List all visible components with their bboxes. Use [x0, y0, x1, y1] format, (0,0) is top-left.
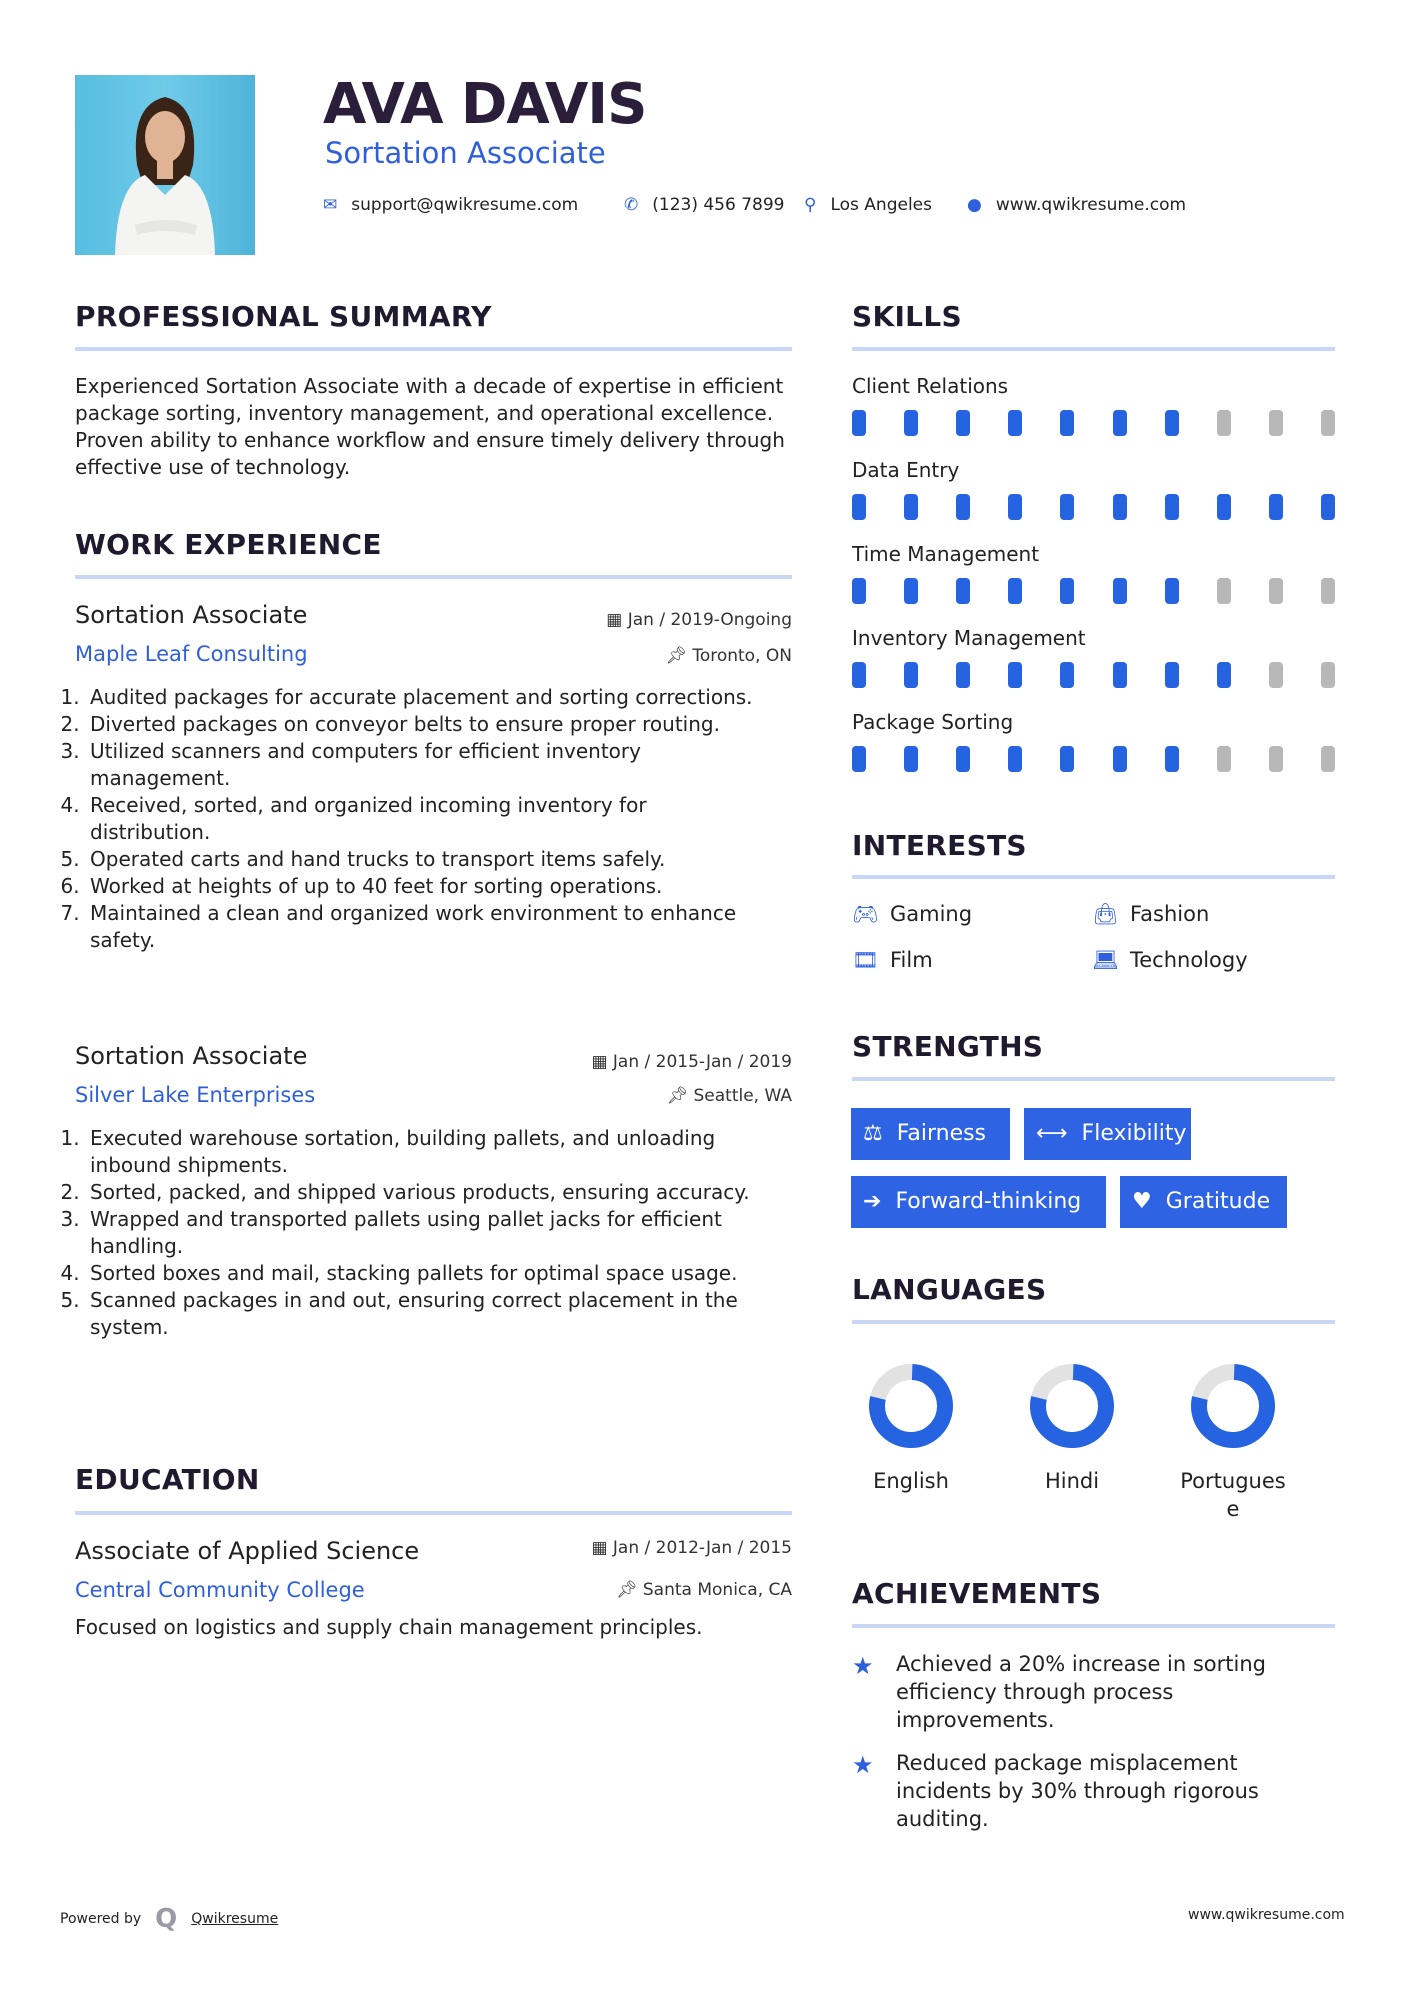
skill-name: Package Sorting [852, 710, 1014, 734]
skill-item [852, 710, 1335, 772]
job-duties [68, 684, 768, 954]
rating-bar-empty [1269, 746, 1283, 772]
calendar-icon: ▦ [606, 610, 628, 630]
achievement-text: Reduced package misplacement incidents by 30% through rigorous auditing. [896, 1751, 1259, 1831]
rating-bar-empty [1217, 578, 1231, 604]
interest-label: Fashion [1130, 902, 1210, 926]
skill-rating [852, 662, 1335, 688]
interest-fashion [1092, 902, 1209, 927]
location-text: Santa Monica, CA [642, 1580, 792, 1600]
calendar-icon: ▦ [591, 1538, 613, 1558]
degree: Associate of Applied Science [75, 1537, 420, 1565]
globe-icon: ● [967, 195, 982, 215]
rating-bar-empty [1321, 662, 1335, 688]
skills-heading: SKILLS [852, 300, 962, 333]
rating-bar-filled [1165, 662, 1179, 688]
rating-bar-filled [904, 578, 918, 604]
divider [75, 575, 792, 579]
skill-item [852, 374, 1335, 436]
skill-name: Time Management [852, 542, 1040, 566]
shopping-bag-icon: 👜︎ [1092, 902, 1119, 926]
rating-bar-filled [956, 662, 970, 688]
strength-label: Gratitude [1165, 1189, 1271, 1214]
rating-bar-filled [904, 662, 918, 688]
contact-phone[interactable] [624, 195, 784, 215]
rating-bar-filled [1217, 494, 1231, 520]
candidate-name: AVA DAVIS [323, 72, 647, 137]
powered-by-text: Powered by [60, 1911, 142, 1927]
contact-website[interactable] [967, 195, 1186, 215]
rating-bar-filled [1113, 494, 1127, 520]
rating-bar-empty [1217, 410, 1231, 436]
location-text: Seattle, WA [693, 1086, 792, 1106]
qwikresume-logo-icon: Q [155, 1904, 178, 1934]
interest-label: Film [890, 948, 933, 972]
job-location [532, 646, 792, 666]
strength-label: Flexibility [1081, 1121, 1187, 1146]
star-icon: ★ [852, 1652, 874, 1680]
strength-label: Forward-thinking [895, 1189, 1082, 1214]
rating-bar-filled [956, 410, 970, 436]
rating-bar-filled [1113, 662, 1127, 688]
summary-text: Experienced Sortation Associate with a decade of expertise in efficient package sorting, inventory management, and operational excellence. Proven ability to enhance workflow and ensure timely delivery through effective use of technology. [75, 374, 785, 479]
location-text: Los Angeles [830, 195, 932, 215]
email-text: support@qwikresume.com [351, 195, 579, 215]
rating-bar-filled [956, 494, 970, 520]
pin-icon: 📌︎ [665, 646, 693, 666]
achievement-item [852, 1650, 1335, 1734]
gamepad-icon: 🎮︎ [852, 902, 879, 926]
achievements-heading: ACHIEVEMENTS [852, 1577, 1102, 1610]
list-item: 1. Audited packages for accurate placement and sorting corrections. [86, 684, 768, 711]
interests-heading: INTERESTS [852, 829, 1027, 862]
dates-text: Jan / 2019-Ongoing [627, 610, 792, 630]
language-item [1027, 1361, 1117, 1451]
skill-rating [852, 746, 1335, 772]
divider [75, 347, 792, 351]
rating-bar-empty [1321, 746, 1335, 772]
job-dates [532, 1052, 792, 1072]
rating-bar-filled [1060, 578, 1074, 604]
list-item: 7. Maintained a clean and organized work environment to enhance safety. [86, 900, 768, 954]
skill-name: Data Entry [852, 458, 960, 482]
rating-bar-filled [852, 410, 866, 436]
website-text: www.qwikresume.com [995, 195, 1187, 215]
arrow-right-icon: ➔ [863, 1189, 882, 1214]
rating-bar-filled [1060, 662, 1074, 688]
language-item [866, 1361, 956, 1451]
skill-rating [852, 410, 1335, 436]
rating-bar-empty [1217, 746, 1231, 772]
strength-forward-thinking [851, 1176, 1106, 1228]
rating-bar-filled [1060, 746, 1074, 772]
rating-bar-filled [1165, 578, 1179, 604]
interest-gaming [852, 902, 972, 927]
skill-name: Client Relations [852, 374, 1009, 398]
rating-bar-filled [1113, 410, 1127, 436]
dates-text: Jan / 2012-Jan / 2015 [612, 1538, 792, 1558]
rating-bar-filled [1321, 494, 1335, 520]
job-title: Sortation Associate [75, 1042, 308, 1070]
map-marker-icon: ⚲ [804, 195, 817, 215]
job-title: Sortation Associate [325, 136, 606, 170]
strength-gratitude [1120, 1176, 1287, 1228]
education-heading: EDUCATION [75, 1463, 260, 1496]
rating-bar-filled [1113, 746, 1127, 772]
list-item: 6. Worked at heights of up to 40 feet for sorting operations. [86, 873, 768, 900]
list-item: 3. Wrapped and transported pallets using pallet jacks for efficient handling. [86, 1206, 788, 1260]
rating-bar-filled [1008, 578, 1022, 604]
rating-bar-filled [904, 410, 918, 436]
languages-heading: LANGUAGES [852, 1273, 1047, 1306]
rating-bar-filled [1217, 662, 1231, 688]
calendar-icon: ▦ [591, 1052, 613, 1072]
rating-bar-filled [1269, 494, 1283, 520]
list-item: 2. Diverted packages on conveyor belts to ensure proper routing. [86, 711, 768, 738]
company-name: Maple Leaf Consulting [75, 642, 308, 666]
education-location [532, 1580, 792, 1600]
rating-bar-empty [1269, 410, 1283, 436]
phone-text: (123) 456 7899 [652, 195, 785, 215]
language-donut [1027, 1361, 1117, 1451]
rating-bar-filled [1113, 578, 1127, 604]
interest-film [852, 948, 933, 973]
job-title: Sortation Associate [75, 601, 308, 629]
strengths-heading: STRENGTHS [852, 1030, 1044, 1063]
skill-rating [852, 494, 1335, 520]
rating-bar-filled [1008, 746, 1022, 772]
rating-bar-filled [1165, 410, 1179, 436]
list-item: 5. Scanned packages in and out, ensuring correct placement in the system. [86, 1287, 788, 1341]
list-item: 2. Sorted, packed, and shipped various products, ensuring accuracy. [86, 1179, 788, 1206]
divider [852, 1624, 1335, 1628]
rating-bar-filled [1165, 494, 1179, 520]
rating-bar-filled [1008, 494, 1022, 520]
rating-bar-filled [852, 578, 866, 604]
list-item: 4. Sorted boxes and mail, stacking pallets for optimal space usage. [86, 1260, 788, 1287]
rating-bar-filled [852, 494, 866, 520]
dates-text: Jan / 2015-Jan / 2019 [612, 1052, 792, 1072]
rating-bar-filled [904, 494, 918, 520]
divider [852, 1077, 1335, 1081]
rating-bar-empty [1269, 578, 1283, 604]
rating-bar-filled [1008, 410, 1022, 436]
rating-bar-empty [1321, 578, 1335, 604]
rating-bar-filled [1165, 746, 1179, 772]
skill-name: Inventory Management [852, 626, 1086, 650]
language-item [1188, 1361, 1278, 1451]
rating-bar-filled [852, 662, 866, 688]
achievement-item [852, 1749, 1335, 1833]
summary-heading: PROFESSIONAL SUMMARY [75, 300, 492, 333]
achievement-text: Achieved a 20% increase in sorting efficiency through process improvements. [896, 1652, 1266, 1732]
skill-item [852, 458, 1335, 520]
school-name: Central Community College [75, 1578, 365, 1602]
rating-bar-filled [904, 746, 918, 772]
phone-icon: ✆ [624, 195, 639, 215]
skill-rating [852, 578, 1335, 604]
strength-fairness [851, 1108, 1010, 1160]
brand-link[interactable]: Qwikresume [191, 1911, 279, 1927]
film-icon: 🎞︎ [852, 948, 879, 972]
strength-flexibility [1024, 1108, 1191, 1160]
interest-label: Gaming [890, 902, 973, 926]
language-donut [866, 1361, 956, 1451]
divider [852, 347, 1335, 351]
company-name: Silver Lake Enterprises [75, 1083, 316, 1107]
language-name: Hindi [1044, 1469, 1100, 1493]
job-dates [532, 610, 792, 630]
experience-heading: WORK EXPERIENCE [75, 528, 382, 561]
skill-item [852, 626, 1335, 688]
language-name: English [873, 1469, 949, 1493]
interest-technology [1092, 948, 1248, 973]
rating-bar-filled [1060, 494, 1074, 520]
skill-item [852, 542, 1335, 604]
rating-bar-empty [1269, 662, 1283, 688]
language-donut [1188, 1361, 1278, 1451]
rating-bar-filled [852, 746, 866, 772]
contact-location [804, 195, 932, 215]
pin-icon: 📌︎ [666, 1086, 694, 1106]
strength-label: Fairness [896, 1121, 987, 1146]
laptop-icon: 💻︎ [1092, 948, 1119, 972]
job-duties [68, 1125, 788, 1341]
interest-label: Technology [1130, 948, 1248, 972]
balance-scale-icon: ⚖ [863, 1121, 883, 1146]
rating-bar-filled [956, 578, 970, 604]
list-item: 3. Utilized scanners and computers for efficient inventory management. [86, 738, 768, 792]
list-item: 4. Received, sorted, and organized incoming inventory for distribution. [86, 792, 768, 846]
rating-bar-filled [1060, 410, 1074, 436]
list-item: 1. Executed warehouse sortation, building pallets, and unloading inbound shipments. [86, 1125, 788, 1179]
contact-email[interactable] [323, 195, 578, 215]
language-name: Portugues e [1180, 1469, 1286, 1521]
footer-website[interactable]: www.qwikresume.com [1188, 1907, 1345, 1923]
divider [75, 1511, 792, 1515]
star-icon: ★ [852, 1751, 874, 1779]
divider [852, 875, 1335, 879]
divider [852, 1320, 1335, 1324]
education-description: Focused on logistics and supply chain management principles. [75, 1615, 703, 1639]
profile-photo [75, 75, 255, 255]
education-dates [532, 1538, 792, 1558]
heart-icon: ♥ [1132, 1189, 1152, 1214]
location-text: Toronto, ON [692, 646, 792, 666]
envelope-icon: ✉ [323, 195, 338, 215]
rating-bar-empty [1321, 410, 1335, 436]
rating-bar-filled [1008, 662, 1022, 688]
job-location [532, 1086, 792, 1106]
list-item: 5. Operated carts and hand trucks to transport items safely. [86, 846, 768, 873]
footer-powered [60, 1904, 278, 1934]
pin-icon: 📌︎ [615, 1580, 643, 1600]
arrows-h-icon: ⟷ [1036, 1121, 1068, 1146]
rating-bar-filled [956, 746, 970, 772]
